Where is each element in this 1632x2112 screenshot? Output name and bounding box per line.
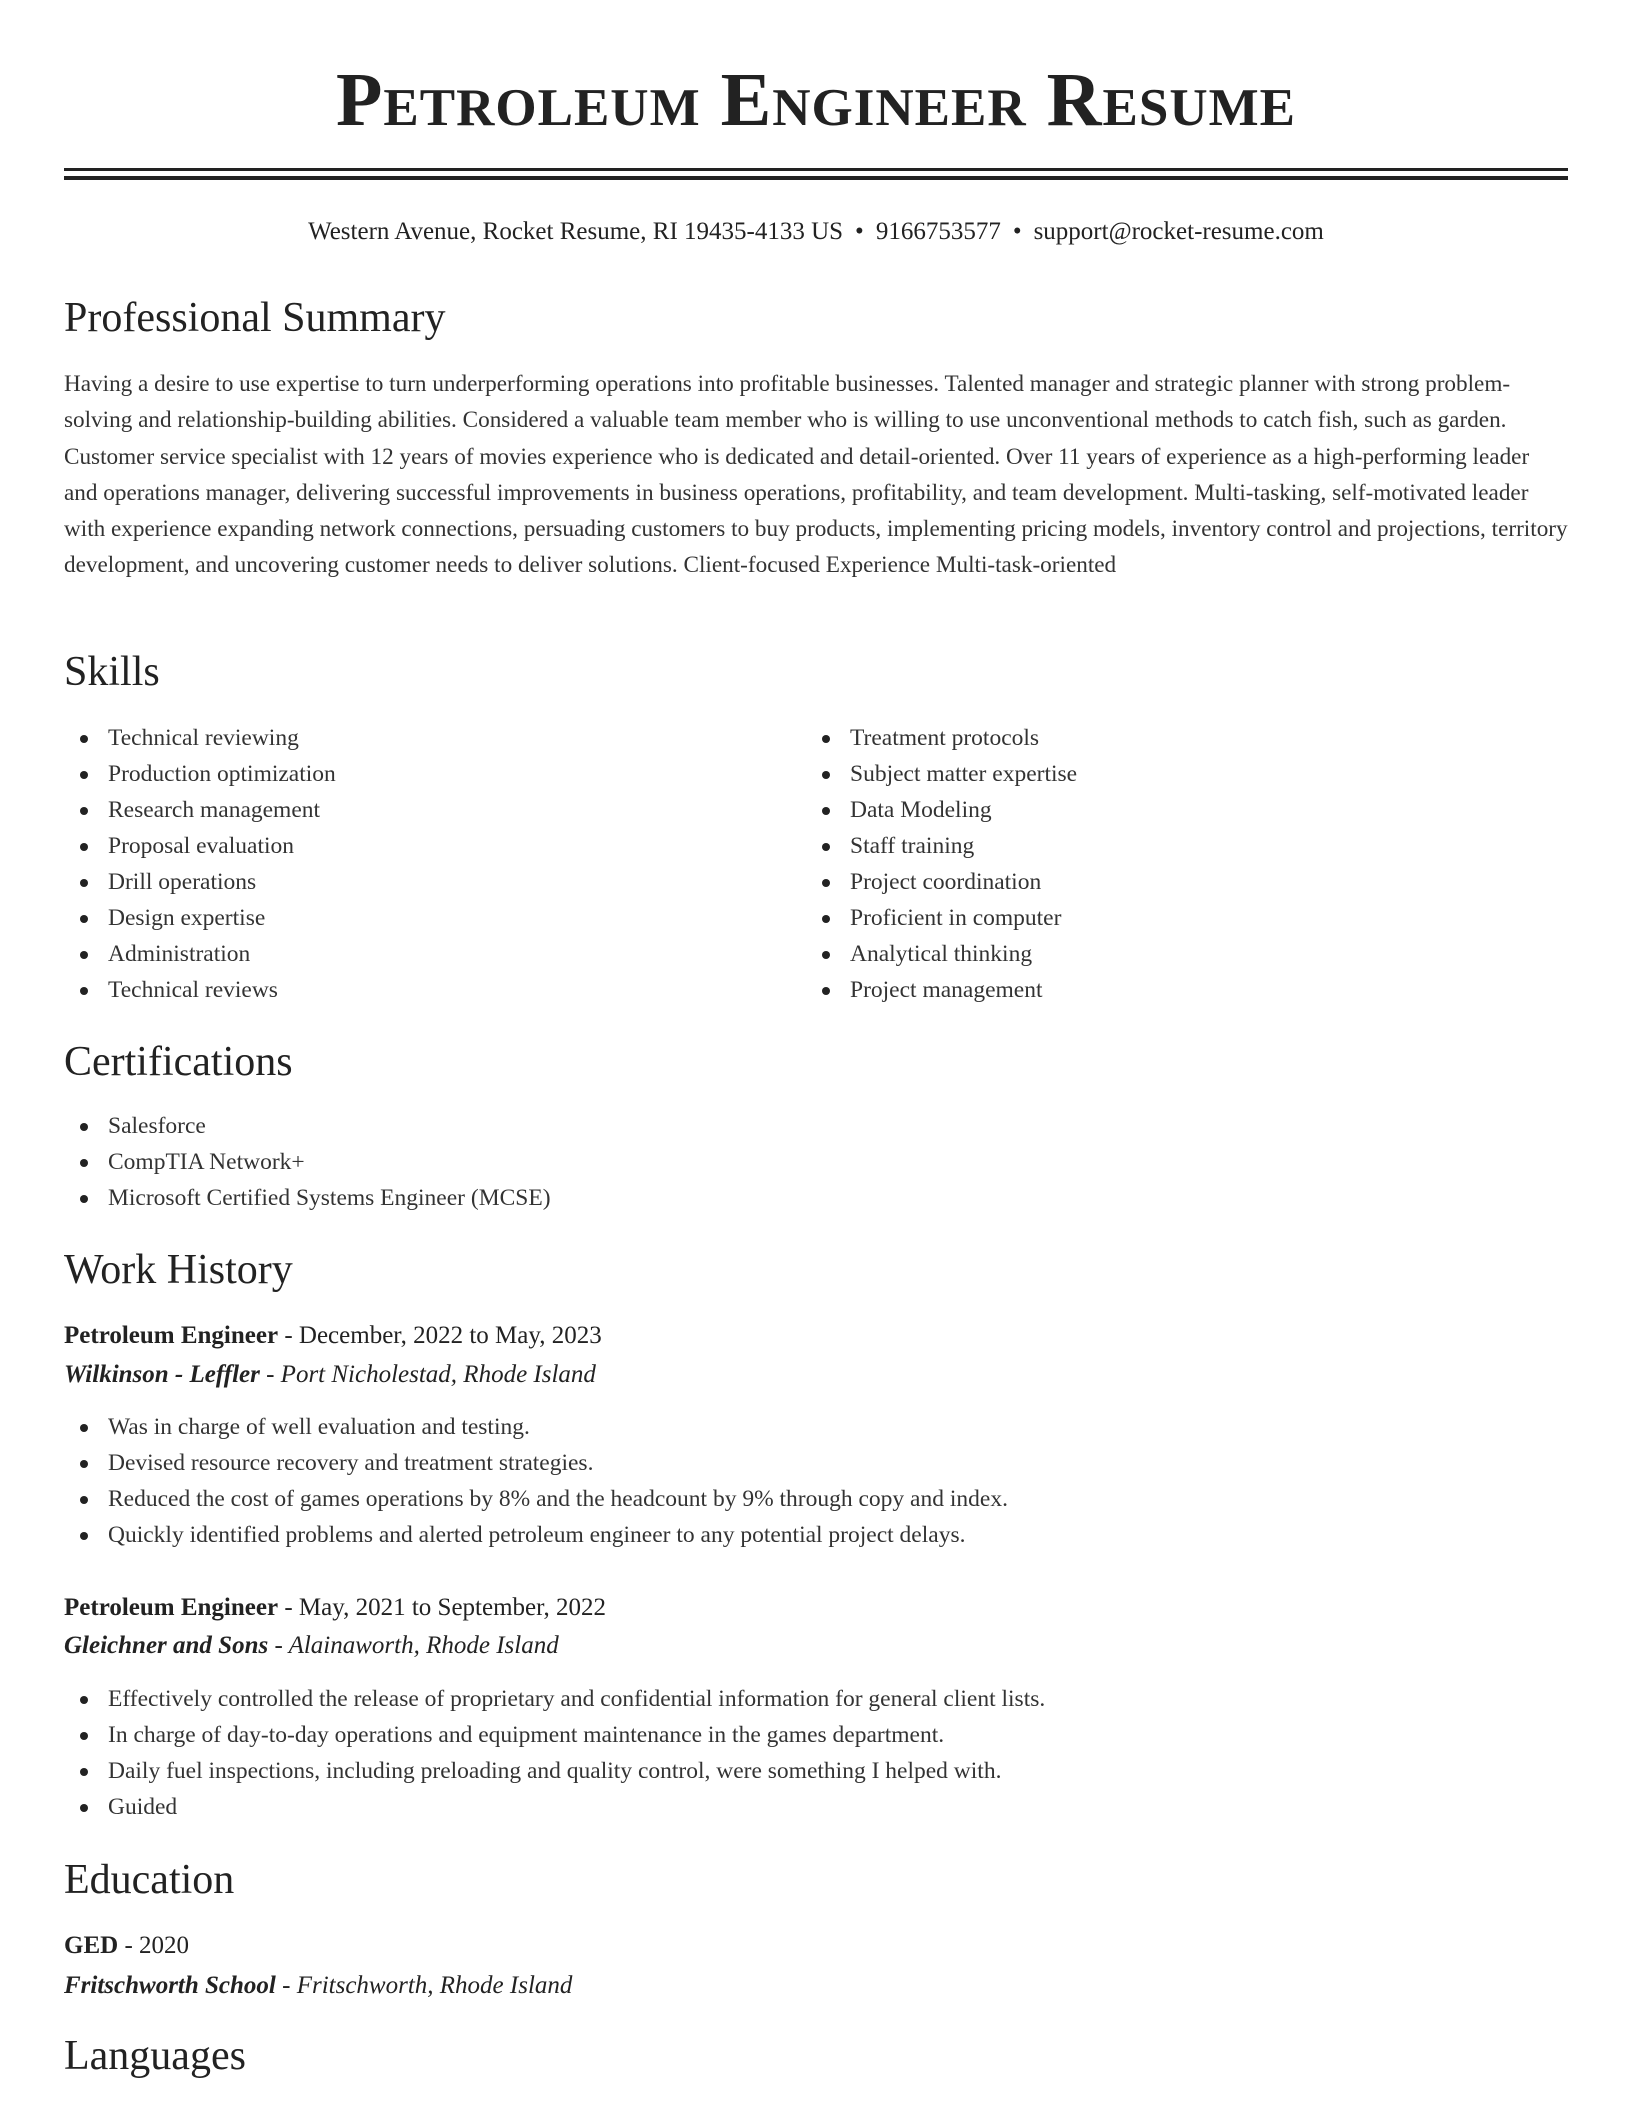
- resume-content: [64, 0, 1568, 2079]
- contact-separator: •: [855, 218, 864, 245]
- skill-item: Staff training: [806, 828, 1077, 864]
- skill-item: Proposal evaluation: [64, 828, 336, 864]
- job-bullet: Reduced the cost of games operations by 8% and the headcount by 9% through copy and index.: [64, 1481, 1008, 1517]
- skill-item: Drill operations: [64, 864, 336, 900]
- skill-item: Project coordination: [806, 864, 1077, 900]
- certification-item: Salesforce: [64, 1108, 551, 1144]
- job-bullet: In charge of day-to-day operations and equipment maintenance in the games department.: [64, 1717, 1045, 1753]
- contact-separator: •: [1012, 218, 1022, 245]
- job-bullet: Daily fuel inspections, including preloading and quality control, were something I helped with.: [64, 1753, 1045, 1789]
- skill-item: Treatment protocols: [806, 720, 1077, 756]
- skill-item: Proficient in computer: [806, 900, 1077, 936]
- contact-address: Western Avenue, Rocket Resume, RI 19435-4133 US: [308, 218, 844, 245]
- job-company-line: [64, 1628, 559, 1664]
- title-divider-top: [64, 168, 1568, 171]
- skill-item: Project management: [806, 972, 1077, 1008]
- skill-item: Data Modeling: [806, 792, 1077, 828]
- languages-heading: Languages: [64, 2033, 246, 2079]
- work-history-heading: Work History: [64, 1247, 293, 1293]
- job-bullet: Was in charge of well evaluation and testing.: [64, 1409, 1008, 1445]
- skill-item: Technical reviewing: [64, 720, 336, 756]
- skills-list-right: [806, 720, 1077, 1008]
- skill-item: Production optimization: [64, 756, 336, 792]
- job-title: Petroleum Engineer: [64, 1322, 279, 1349]
- title-divider-bottom: [64, 176, 1568, 180]
- job-bullets: [64, 1409, 1008, 1553]
- job-bullet: Effectively controlled the release of proprietary and confidential information for general client lists.: [64, 1681, 1045, 1717]
- skills-heading: Skills: [64, 649, 160, 695]
- job-location: - Alainaworth, Rhode Island: [268, 1632, 559, 1659]
- job-title-line: [64, 1590, 606, 1626]
- skill-item: Analytical thinking: [806, 936, 1077, 972]
- skill-item: Subject matter expertise: [806, 756, 1077, 792]
- skills-list-left: [64, 720, 336, 1008]
- job-dates: - May, 2021 to September, 2022: [278, 1594, 606, 1621]
- education-degree-line: [64, 1928, 189, 1964]
- certification-item: CompTIA Network+: [64, 1144, 551, 1180]
- job-company: Gleichner and Sons: [64, 1632, 269, 1659]
- job-dates: - December, 2022 to May, 2023: [278, 1322, 602, 1349]
- certifications-list: [64, 1108, 551, 1216]
- education-year: - 2020: [118, 1932, 190, 1959]
- contact-email: support@rocket-resume.com: [1033, 218, 1324, 245]
- job-bullets: [64, 1681, 1045, 1825]
- job-location: - Port Nicholestad, Rhode Island: [259, 1361, 596, 1388]
- certification-item: Microsoft Certified Systems Engineer (MCSE): [64, 1180, 551, 1216]
- education-location: - Fritschworth, Rhode Island: [275, 1972, 573, 1999]
- education-heading: Education: [64, 1857, 235, 1903]
- skill-item: Technical reviews: [64, 972, 336, 1008]
- summary-text: Having a desire to use expertise to turn underperforming operations into profitable businesses. Talented manager and strategic planner with strong problem-solving and relationship-building abilities. Considered a valuable team member who is willing to use unconventional methods to catch fish, such as garden. Customer service specialist with 12 years of movies experience who is dedicated and detail-oriented. Over 11 years of experience as a high-performing leader and operations manager, delivering successful improvements in business operations, profitability, and team development. Multi-tasking, self-motivated leader with experience expanding network connections, persuading customers to buy products, implementing pricing models, inventory control and projections, territory development, and uncovering customer needs to deliver solutions. Client-focused Experience Multi-task-oriented: [64, 371, 1568, 579]
- summary-heading: Professional Summary: [64, 295, 446, 341]
- education-school: Fritschworth School: [64, 1972, 276, 1999]
- job-bullet: Guided: [64, 1789, 1045, 1825]
- skill-item: Administration: [64, 936, 336, 972]
- job-bullet: Quickly identified problems and alerted petroleum engineer to any potential project delays.: [64, 1517, 1008, 1553]
- contact-phone: 9166753577: [875, 218, 1001, 245]
- job-company: Wilkinson - Leffler: [64, 1361, 260, 1388]
- job-title-line: [64, 1318, 602, 1354]
- job-title: Petroleum Engineer: [64, 1594, 279, 1621]
- skill-item: Research management: [64, 792, 336, 828]
- certifications-heading: Certifications: [64, 1039, 293, 1085]
- skill-item: Design expertise: [64, 900, 336, 936]
- contact-line: [64, 214, 1568, 250]
- education-school-line: [64, 1968, 572, 2004]
- job-company-line: [64, 1357, 596, 1393]
- education-degree: GED: [64, 1932, 119, 1959]
- resume-title: Petroleum Engineer Resume: [335, 58, 1297, 142]
- job-bullet: Devised resource recovery and treatment strategies.: [64, 1445, 1008, 1481]
